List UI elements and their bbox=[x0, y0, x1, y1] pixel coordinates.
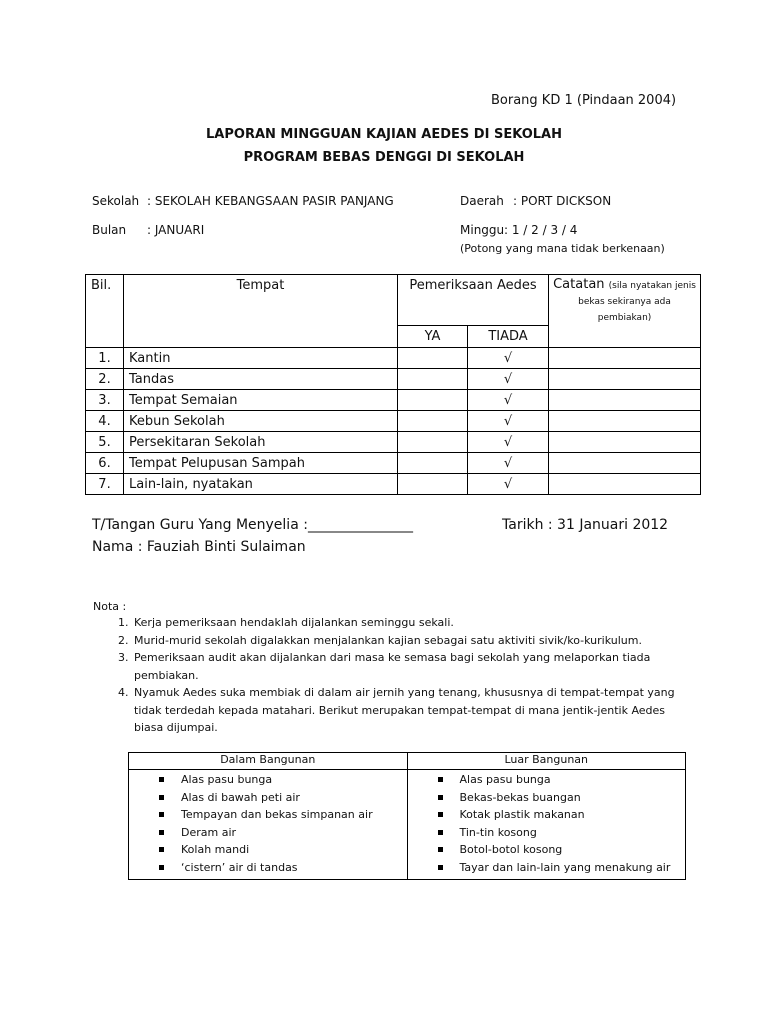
table-row bbox=[86, 453, 701, 474]
row-tiada: √ bbox=[468, 390, 549, 411]
row-catatan bbox=[549, 390, 701, 411]
bulan-label: Bulan bbox=[92, 223, 127, 237]
row-tiada: √ bbox=[468, 348, 549, 369]
row-number: 4. bbox=[86, 411, 124, 432]
note-item: 2. Murid-murid sekolah digalakkan menjalankan kajian sebagai satu aktiviti sivik/ko-kurikulum. bbox=[132, 632, 692, 650]
header-luar-bangunan: Luar Bangunan bbox=[407, 753, 686, 770]
daerah-label: Daerah bbox=[460, 194, 504, 208]
row-number: 2. bbox=[86, 369, 124, 390]
form-code: Borang KD 1 (Pindaan 2004) bbox=[491, 93, 677, 108]
row-tiada: √ bbox=[468, 411, 549, 432]
row-number: 1. bbox=[86, 348, 124, 369]
header-bil: Bil. bbox=[86, 275, 124, 348]
header-tempat: Tempat bbox=[124, 275, 398, 348]
table-row bbox=[86, 369, 701, 390]
table-row bbox=[86, 348, 701, 369]
catatan-note: (sila nyatakan jenis bekas sekiranya ada pembiakan) bbox=[578, 281, 696, 323]
daerah-value: : PORT DICKSON bbox=[513, 194, 612, 208]
header-pemeriksaan: Pemeriksaan Aedes bbox=[398, 275, 549, 326]
table-row bbox=[86, 390, 701, 411]
row-catatan bbox=[549, 453, 701, 474]
sekolah-value: : SEKOLAH KEBANGSAAN PASIR PANJANG bbox=[147, 194, 394, 208]
row-ya bbox=[398, 390, 468, 411]
table-row bbox=[86, 432, 701, 453]
dalam-list-cell bbox=[129, 770, 408, 880]
dalam-list bbox=[129, 770, 407, 879]
list-item: Tempayan dan bekas simpanan air bbox=[129, 806, 407, 824]
list-item: ‘cistern’ air di tandas bbox=[129, 859, 407, 877]
row-ya bbox=[398, 432, 468, 453]
list-item: Deram air bbox=[129, 824, 407, 842]
list-item: Alas di bawah peti air bbox=[129, 789, 407, 807]
row-ya bbox=[398, 369, 468, 390]
minggu-value: : 1 / 2 / 3 / 4 bbox=[504, 223, 578, 237]
sekolah-label: Sekolah bbox=[92, 194, 140, 208]
header-catatan: Catatan (sila nyatakan jenis bekas sekiranya ada pembiakan) bbox=[549, 275, 701, 348]
row-tiada: √ bbox=[468, 432, 549, 453]
row-number: 3. bbox=[86, 390, 124, 411]
row-place: Kebun Sekolah bbox=[124, 411, 398, 432]
minggu-note: (Potong yang mana tidak berkenaan) bbox=[460, 242, 665, 255]
row-place: Tandas bbox=[124, 369, 398, 390]
row-catatan bbox=[549, 432, 701, 453]
row-tiada: √ bbox=[468, 453, 549, 474]
list-item: Kotak plastik makanan bbox=[408, 806, 686, 824]
row-ya bbox=[398, 453, 468, 474]
signature-line: T/Tangan Guru Yang Menyelia :_______________ bbox=[92, 517, 413, 533]
header-tiada: TIADA bbox=[468, 326, 549, 348]
row-ya bbox=[398, 411, 468, 432]
note-item: 4. Nyamuk Aedes suka membiak di dalam air jernih yang tenang, khususnya di tempat-tempat yang tidak terdedah kepada matahari. Berikut merupakan tempat-tempat di mana jentik-jentik Aedes biasa dijumpai. bbox=[132, 684, 692, 737]
list-item: Botol-botol kosong bbox=[408, 841, 686, 859]
row-catatan bbox=[549, 474, 701, 495]
luar-list bbox=[408, 770, 686, 879]
note-item: 1. Kerja pemeriksaan hendaklah dijalankan seminggu sekali. bbox=[132, 614, 692, 632]
minggu-label: Minggu bbox=[460, 223, 505, 237]
breeding-sites-table bbox=[128, 752, 686, 880]
list-item: Bekas-bekas buangan bbox=[408, 789, 686, 807]
list-item: Kolah mandi bbox=[129, 841, 407, 859]
row-number: 6. bbox=[86, 453, 124, 474]
nota-label: Nota : bbox=[93, 600, 127, 613]
row-tiada: √ bbox=[468, 474, 549, 495]
list-item: Alas pasu bunga bbox=[408, 771, 686, 789]
row-place: Tempat Pelupusan Sampah bbox=[124, 453, 398, 474]
header-dalam-bangunan: Dalam Bangunan bbox=[129, 753, 408, 770]
header-ya: YA bbox=[398, 326, 468, 348]
row-ya bbox=[398, 474, 468, 495]
list-item: Tayar dan lain-lain yang menakung air bbox=[408, 859, 686, 877]
row-place: Persekitaran Sekolah bbox=[124, 432, 398, 453]
note-item: 3. Pemeriksaan audit akan dijalankan dari masa ke semasa bagi sekolah yang melaporkan tiada pembiakan. bbox=[132, 649, 692, 684]
row-catatan bbox=[549, 348, 701, 369]
list-item: Alas pasu bunga bbox=[129, 771, 407, 789]
row-place: Tempat Semaian bbox=[124, 390, 398, 411]
row-catatan bbox=[549, 369, 701, 390]
bulan-value: : JANUARI bbox=[147, 223, 205, 237]
row-place: Kantin bbox=[124, 348, 398, 369]
row-number: 7. bbox=[86, 474, 124, 495]
row-ya bbox=[398, 348, 468, 369]
row-catatan bbox=[549, 411, 701, 432]
report-title: LAPORAN MINGGUAN KAJIAN AEDES DI SEKOLAH bbox=[206, 127, 562, 142]
table-row bbox=[86, 474, 701, 495]
luar-list-cell bbox=[407, 770, 686, 880]
table-row bbox=[86, 411, 701, 432]
row-number: 5. bbox=[86, 432, 124, 453]
inspection-table bbox=[85, 274, 701, 495]
program-title: PROGRAM BEBAS DENGGI DI SEKOLAH bbox=[243, 150, 525, 165]
tarikh: Tarikh : 31 Januari 2012 bbox=[502, 517, 669, 533]
list-item: Tin-tin kosong bbox=[408, 824, 686, 842]
supervisor-name: Nama : Fauziah Binti Sulaiman bbox=[92, 539, 306, 555]
notes-list bbox=[110, 614, 692, 737]
row-tiada: √ bbox=[468, 369, 549, 390]
row-place: Lain-lain, nyatakan bbox=[124, 474, 398, 495]
